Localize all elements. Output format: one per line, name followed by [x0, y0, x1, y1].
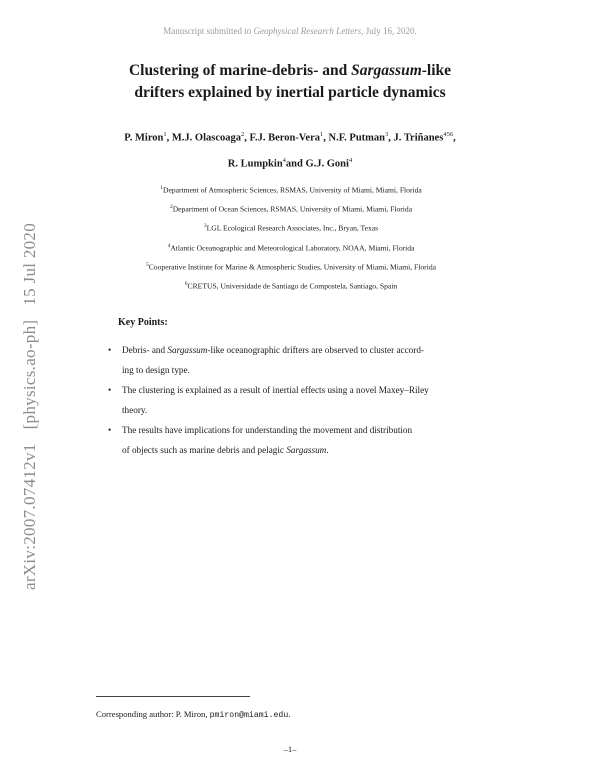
page-number: –1– [283, 744, 297, 754]
author-sup: 4 [282, 156, 286, 164]
affiliation [0, 180, 582, 199]
header-suffix: , July 16, 2020. [361, 26, 417, 36]
paper-title [0, 60, 580, 104]
affiliation-text: Cooperative Institute for Marine & Atmospheric Studies, University of Miami, Miami, Florida [148, 262, 436, 272]
title-line2: drifters explained by inertial particle dynamics [134, 84, 446, 101]
journal-name: Geophysical Research Letters [253, 26, 362, 36]
affiliation [0, 218, 582, 237]
affiliation-text: CRETUS, Universidade de Santiago de Compostela, Santiago, Spain [187, 281, 398, 291]
author: F.J. Beron-Vera [249, 132, 321, 144]
author: N.F. Putman [328, 132, 386, 144]
arxiv-date: 15 Jul 2020 [20, 222, 39, 306]
affiliation-text: Atlantic Oceanographic and Meteorological Laboratory, NOAA, Miami, Florida [170, 243, 415, 253]
author: P. Miron [124, 132, 164, 144]
author-sup: 2 [241, 131, 245, 138]
author-sup: 3 [385, 131, 389, 138]
author: M.J. Olascoaga [171, 132, 242, 144]
key-points-list [108, 340, 480, 460]
corresponding-author-note [96, 709, 290, 720]
arxiv-category: [physics.ao-ph] [20, 319, 39, 430]
list-item [108, 380, 480, 420]
arxiv-id: arXiv:2007.07412v1 [20, 443, 39, 590]
author-sup: 4 [348, 156, 353, 164]
arxiv-stamp [20, 209, 40, 590]
affiliation-text: LGL Ecological Research Associates, Inc., Bryan, Texas [206, 224, 379, 233]
footnote-label: Corresponding author: P. Miron, [96, 709, 210, 719]
title-part1: Clustering of marine-debris- and [128, 62, 352, 79]
affiliation-sup: 4 [167, 242, 171, 249]
affiliation [0, 238, 582, 257]
key-point-text: Debris- and [122, 345, 168, 355]
author-sup: 456 [443, 131, 454, 138]
list-item [108, 420, 480, 460]
affiliation-sup: 1 [160, 185, 163, 191]
key-point-text: of objects such as marine debris and pelagic [122, 445, 287, 455]
affiliation-sup: 3 [203, 223, 207, 230]
affiliation-sup: 5 [145, 261, 149, 268]
title-italic: Sargassum [351, 62, 422, 79]
author-list: P. Miron$^1$, M.J. Olascoaga$^2$, F.J. Beron-Vera$^1$, N.F. Putman$^3$, J. Triñanes$^{456}$, R. Lumpkin$^4$and G.J. Goni$^4$ [124, 131, 456, 169]
affiliation [0, 257, 582, 276]
bullet-icon: • [108, 345, 112, 355]
bullet-icon: • [108, 385, 112, 395]
affiliation-sup: 2 [169, 204, 173, 211]
key-point-text: theory. [122, 405, 148, 415]
title-part2: -like [421, 62, 452, 79]
affiliation [0, 276, 582, 295]
key-point-italic: Sargassum [286, 445, 327, 455]
author-sup: 1 [320, 131, 324, 138]
author: R. Lumpkin [227, 158, 283, 169]
bullet-icon: • [108, 425, 112, 435]
author: G.J. Goni [305, 158, 349, 169]
footnote-rule [96, 696, 250, 697]
manuscript-header [0, 26, 580, 36]
affiliation-text: Department of Atmospheric Sciences, RSMAS, University of Miami, Miami, Florida [162, 185, 422, 195]
footnote-suffix: . [288, 709, 291, 719]
key-point-italic: Sargassum [167, 345, 208, 355]
header-prefix: Manuscript submitted to [163, 26, 254, 36]
author-email-link[interactable]: pmiron@miami.edu [209, 711, 289, 720]
key-point-text: The clustering is explained as a result of inertial effects using a novel Maxey–Riley [122, 385, 429, 395]
key-points-heading: Key Points: [118, 317, 168, 328]
list-item [108, 340, 480, 380]
affiliation-text: Department of Ocean Sciences, RSMAS, University of Miami, Miami, Florida [172, 204, 413, 214]
key-point-text: The results have implications for understanding the movement and distribution [122, 425, 413, 435]
affiliation-sup: 6 [184, 281, 188, 288]
affiliation [0, 199, 582, 218]
affiliation-list [0, 180, 582, 295]
key-point-text: . [326, 445, 329, 455]
author: J. Triñanes [393, 132, 444, 144]
key-point-text: -like oceanographic drifters are observed to cluster accord- [207, 345, 424, 355]
key-point-text: ing to design type. [122, 365, 190, 375]
author-sup: 1 [163, 131, 167, 138]
